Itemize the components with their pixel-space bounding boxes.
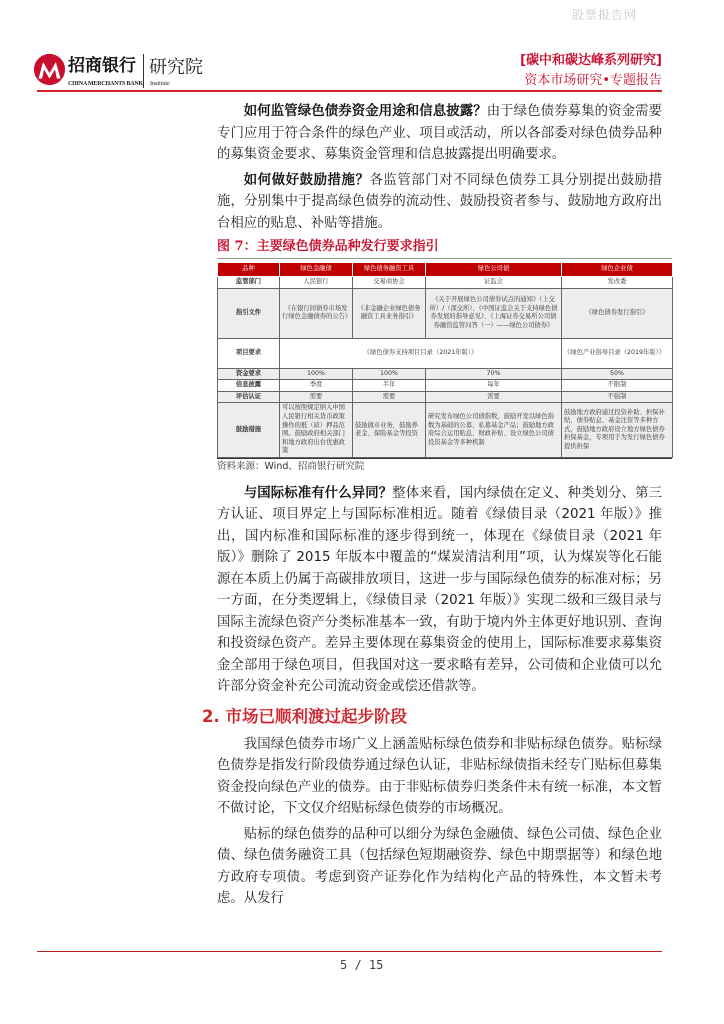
table-header: 绿色企业债 [562,263,673,277]
table-cell: 《绿色债券支持项目目录（2021年版）》 [280,338,562,368]
figure-caption: 图 7：主要绿色债券品种发行要求指引 [217,238,672,259]
table-header: 绿色金融债 [280,263,353,277]
institute-name-en: Institute [150,81,170,87]
table-cell: 证监会 [426,277,562,289]
table-row [218,368,673,380]
cmb-logo-icon [33,53,66,86]
table-cell: 100% [280,368,353,380]
table-row [218,380,673,392]
page-number: 5 / 15 [340,958,384,972]
table-header: 品种 [218,263,280,277]
table-row [218,338,673,368]
table-cell: 《绿色债券发行指引》 [562,288,673,338]
table-header: 绿色公司债 [426,263,562,277]
brand-name: 招商银行 [68,56,136,76]
section-heading: 2. 市场已顺利渡过起步阶段 [202,706,407,726]
table-cell: 《关于开展绿色公司债券试点的通知》（上交所）/（深交所）、《中国证监会关于支持绿色债券发展的指导意见》、《上海证券交易所公司债券融资监管问答（一）——绿色公司债券》 [426,288,562,338]
table-row [218,391,673,403]
figure-source: 资料来源：Wind、招商银行研究院 [217,458,672,473]
paragraph-lead: 如何监管绿色债券资金用途和信息披露？ [243,104,487,119]
brand-divider [143,54,144,88]
row-label: 评估认证 [218,391,280,403]
row-label: 项目要求 [218,338,280,368]
header-divider [37,90,662,92]
paragraph-text: 整体来看，国内绿债在定义、种类划分、第三方认证、项目界定上与国际标准相近。随着《绿债目录（2021 年版）》推出，国内标准和国际标准的逐步得到统一，体现在《绿债目录（2021 年版）》删除了 2015 年版本中覆盖的“煤炭清洁利用”项，认为煤炭等化石能源在本质上仍属于高碳排放项目，这进一步与国际绿色债券的标准对标；另一方面，在分类逻辑上，《绿债目录（2021 年版）》实现二级和三级目录与国际主流绿色资产分类标准基本一致，有助于境内外主体更好地识别、查询和投资绿色资产。差异主要体现在募集资金的使用上，国际标准要求募集资金全部用于绿色项目，但我国对这一要求略有差异，公司债和企业债可以允许部分资金补充公司流动资金或偿还借款等。 [217,485,663,695]
table-cell: 《绿色产业指导目录（2019年版）》 [562,338,673,368]
footer-divider [37,951,662,952]
row-label: 指引文件 [218,288,280,338]
paragraph-text: 由于绿色债券募集的资金需要专门应用于符合条件的绿色产业、项目或活动，所以各部委对绿色债券品种的募集资金要求、募集资金管理和信息披露提出明确要求。 [217,104,663,162]
row-label: 鼓励措施 [218,403,280,458]
table-row [218,403,673,458]
table-cell: 《在银行间债券市场发行绿色金融债券的公告》 [280,288,353,338]
table-cell: 半年 [353,380,426,392]
series-title: [碳中和碳达峰系列研究] [520,53,662,68]
table-cell: 发改委 [562,277,673,289]
watermark: 股票报告网 [572,8,638,22]
table-cell: 交易商协会 [353,277,426,289]
paragraph: 我国绿色债券市场广义上涵盖贴标绿色债券和非贴标绿色债券。贴标绿色债券是指发行阶段债券通过绿色认证，非贴标绿债指未经专门贴标但募集资金投向绿色产业的债券。由于非贴标债券归类条件未有统一标准，本文暂不做讨论，下文仅介绍贴标绿色债券的市场概况。 [217,736,662,817]
table-row [218,277,673,289]
paragraph-text: 各监管部门对不同绿色债券工具分别提出鼓励措施，分别集中于提高绿色债券的流动性、鼓励投资者参与、鼓励地方政府出台相应的贴息、补贴等措施。 [217,172,663,231]
table-cell: 不限制 [562,380,673,392]
table-cell: 需要 [353,391,426,403]
paragraph: 贴标的绿色债券的品种可以细分为绿色金融债、绿色公司债、绿色企业债、绿色债务融资工具（包括绿色短期融资券、绿色中期票据等）和绿色地方政府专项债。考虑到资产证券化作为结构化产品的特殊性，本文暂未考虑。从发行 [217,826,662,907]
paragraph-lead: 与国际标准有什么异同？ [243,485,393,501]
table-cell: 需要 [280,391,353,403]
row-label: 资金要求 [218,368,280,380]
table-cell: 需要 [426,391,562,403]
brand-name-en: CHINA MERCHANTS BANK [68,81,144,87]
table-cell: 季度 [280,380,353,392]
paragraph [217,101,662,166]
table-cell: 每年 [426,380,562,392]
table-cell: 鼓励做市业务，鼓励养老金、保险基金等投资 [353,403,426,458]
paragraph [217,170,662,235]
table-cell: 鼓励地方政府通过投资补助、担保补贴、债券贴息、基金注资等多种方式，鼓励地方政府设立地方绿色债券担保基金，专项用于为发行绿色债券提供担保 [562,403,673,458]
institute-name: 研究院 [149,57,203,78]
table-cell: 研究发布绿色公司债指数，鼓励开发以绿色指数为基础的公募、私募基金产品；鼓励地方政府综合运用贴息、财政补贴、设立绿色公司债投资基金等多种机制 [426,403,562,458]
table-cell: 可以按照规定纳入中国人民银行相关货币政策操作的抵（质）押品范围。鼓励政府相关部门和地方政府出台优惠政策 [280,403,353,458]
table-cell: 50% [562,368,673,380]
bond-requirements-table [217,262,673,458]
table-cell: 人民银行 [280,277,353,289]
paragraph [217,483,662,698]
table-header-row [218,263,673,277]
row-label: 监管部门 [218,277,280,289]
row-label: 信息披露 [218,380,280,392]
table-row [218,288,673,338]
table-cell: 不强制 [562,391,673,403]
report-body [202,101,666,914]
paragraph-lead: 如何做好鼓励措施？ [243,172,370,188]
table-cell: 100% [353,368,426,380]
table-cell: 70% [426,368,562,380]
report-type: 资本市场研究•专题报告 [524,73,662,88]
table-header: 绿色债务融资工具 [353,263,426,277]
table-cell: 《非金融企业绿色债务融资工具业务指引》 [353,288,426,338]
